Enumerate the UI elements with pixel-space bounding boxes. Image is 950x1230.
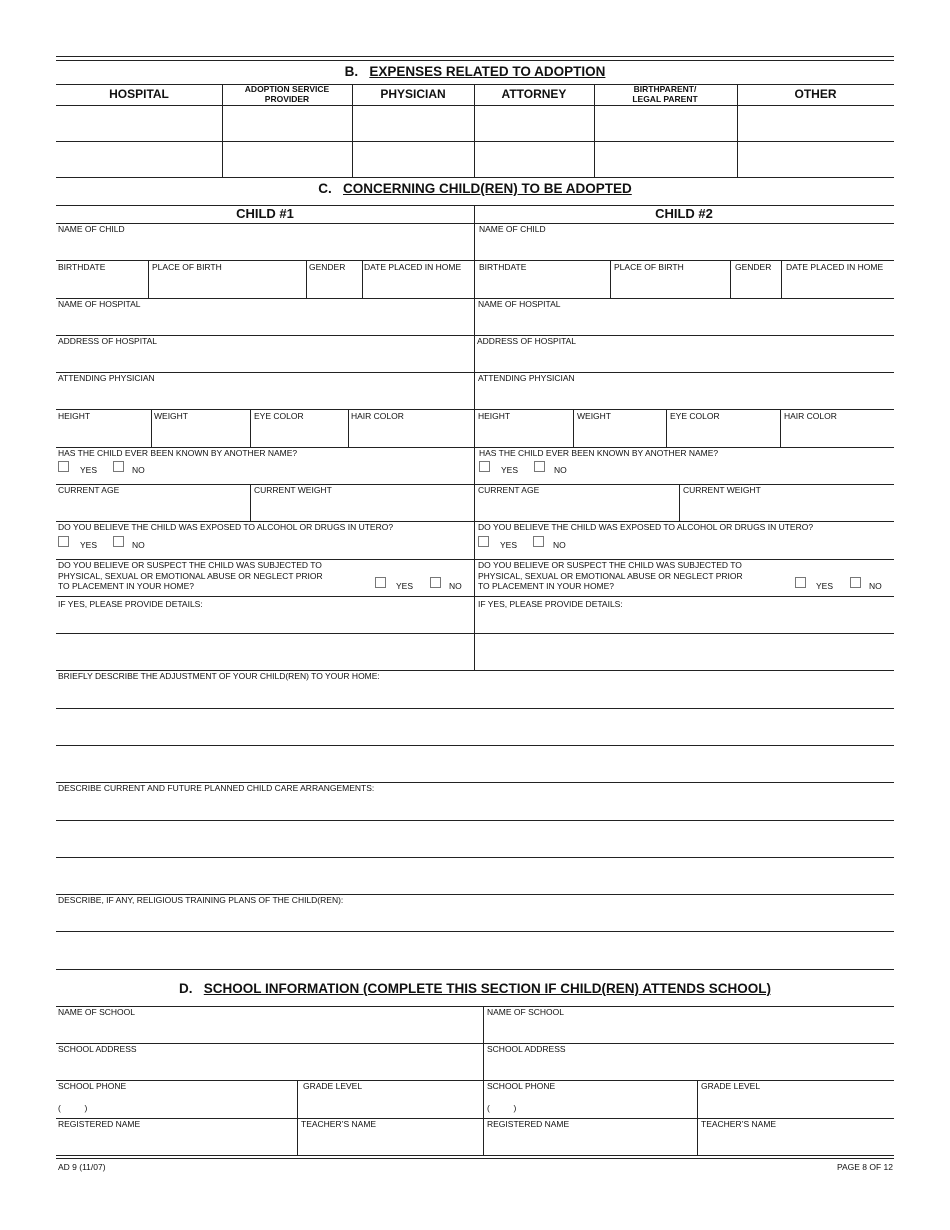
c2-exposed-no-label: NO xyxy=(553,540,566,550)
expense-asp-row1[interactable] xyxy=(223,106,352,141)
c1-abuse-line2: PHYSICAL, SEXUAL OR EMOTIONAL ABUSE OR NEGLECT PRIOR xyxy=(58,570,323,581)
c1-eye-color-label: EYE COLOR xyxy=(254,411,304,421)
c2-known-other-name-yes-checkbox[interactable] xyxy=(479,461,490,472)
expense-other-row2[interactable] xyxy=(738,142,894,177)
c2-exposed-no-checkbox[interactable] xyxy=(533,536,544,547)
expense-hospital-row1[interactable] xyxy=(56,106,222,141)
s2-name-of-school-label: NAME OF SCHOOL xyxy=(487,1007,564,1017)
expense-physician-row2[interactable] xyxy=(353,142,474,177)
c1-exposed-yes-label: YES xyxy=(80,540,98,550)
expense-hospital-row2[interactable] xyxy=(56,142,222,177)
c2-known-other-name-label: HAS THE CHILD EVER BEEN KNOWN BY ANOTHER NAME? xyxy=(479,448,719,458)
s1-school-phone-label: SCHOOL PHONE xyxy=(58,1081,127,1091)
adjustment-field[interactable] xyxy=(56,682,894,782)
c2-details-field[interactable] xyxy=(475,609,894,670)
c1-abuse-line1: DO YOU BELIEVE OR SUSPECT THE CHILD WAS SUBJECTED TO xyxy=(58,560,322,570)
c2-name-of-child-label: NAME OF CHILD xyxy=(479,224,546,234)
c1-exposed-no-checkbox[interactable] xyxy=(113,536,124,547)
c1-known-other-name-no-checkbox[interactable] xyxy=(113,461,124,472)
c2-abuse-no-label: NO xyxy=(869,581,882,591)
c2-birthdate-label: BIRTHDATE xyxy=(479,262,527,272)
c1-weight-label: WEIGHT xyxy=(154,411,188,421)
child-care-field[interactable] xyxy=(56,794,894,894)
section-d-letter: D. xyxy=(179,981,193,996)
c1-known-other-name-yes-checkbox[interactable] xyxy=(58,461,69,472)
c2-abuse-line2: PHYSICAL, SEXUAL OR EMOTIONAL ABUSE OR NEGLECT PRIOR xyxy=(478,570,743,581)
s1-school-address-field[interactable] xyxy=(56,1054,483,1080)
s2-school-address-label: SCHOOL ADDRESS xyxy=(487,1044,566,1054)
expense-attorney-row2[interactable] xyxy=(475,142,594,177)
expense-col-adoption-service-provider: ADOPTION SERVICE PROVIDER xyxy=(244,84,330,104)
expense-col-physician: PHYSICIAN xyxy=(380,87,446,101)
section-b-title: EXPENSES RELATED TO ADOPTION xyxy=(369,64,606,79)
expense-birthparent-row2[interactable] xyxy=(595,142,737,177)
religious-field[interactable] xyxy=(56,906,894,969)
s1-school-address-label: SCHOOL ADDRESS xyxy=(58,1044,137,1054)
s2-school-address-field[interactable] xyxy=(484,1054,894,1080)
section-d-title: SCHOOL INFORMATION (COMPLETE THIS SECTION IF CHILD(REN) ATTENDS SCHOOL) xyxy=(203,981,771,996)
c1-if-yes-details-label: IF YES, PLEASE PROVIDE DETAILS: xyxy=(58,599,203,609)
expense-col-hospital: HOSPITAL xyxy=(109,87,169,101)
child2-heading: CHILD #2 xyxy=(655,206,713,221)
c1-exposed-yes-checkbox[interactable] xyxy=(58,536,69,547)
c2-attending-physician-label: ATTENDING PHYSICIAN xyxy=(478,373,575,383)
c1-abuse-no-checkbox[interactable] xyxy=(430,577,441,588)
c2-place-of-birth-label: PLACE OF BIRTH xyxy=(614,262,684,272)
c1-address-of-hospital-label: ADDRESS OF HOSPITAL xyxy=(58,336,158,346)
expense-col-attorney: ATTORNEY xyxy=(501,87,567,101)
c1-attending-physician-label: ATTENDING PHYSICIAN xyxy=(58,373,155,383)
section-b-heading xyxy=(0,64,950,79)
c1-known-other-name-yes-label: YES xyxy=(80,465,98,475)
s2-name-of-school-field[interactable] xyxy=(484,1017,894,1043)
expense-attorney-row1[interactable] xyxy=(475,106,594,141)
c1-current-weight-label: CURRENT WEIGHT xyxy=(254,485,332,495)
c1-place-of-birth-label: PLACE OF BIRTH xyxy=(152,262,222,272)
c1-name-of-child-label: NAME OF CHILD xyxy=(58,224,125,234)
c2-known-other-name-no-checkbox[interactable] xyxy=(534,461,545,472)
c2-eye-color-label: EYE COLOR xyxy=(670,411,720,421)
c2-height-label: HEIGHT xyxy=(478,411,511,421)
s1-registered-name-label: REGISTERED NAME xyxy=(58,1119,141,1129)
c1-exposed-no-label: NO xyxy=(132,540,145,550)
section-c-letter: C. xyxy=(318,181,332,196)
c2-date-placed-label: DATE PLACED IN HOME xyxy=(786,262,884,272)
c1-details-field[interactable] xyxy=(56,609,474,670)
s1-phone-paren: ( ) xyxy=(58,1103,88,1113)
c2-name-of-child-field[interactable] xyxy=(475,234,894,260)
s1-name-of-school-field[interactable] xyxy=(56,1017,483,1043)
c1-abuse-no-label: NO xyxy=(449,581,462,591)
section-b-letter: B. xyxy=(344,64,359,79)
c2-abuse-line1: DO YOU BELIEVE OR SUSPECT THE CHILD WAS SUBJECTED TO xyxy=(478,560,742,570)
s1-school-phone-field[interactable] xyxy=(56,1091,297,1118)
c1-height-label: HEIGHT xyxy=(58,411,91,421)
s1-grade-level-label: GRADE LEVEL xyxy=(303,1081,363,1091)
child1-heading: CHILD #1 xyxy=(236,206,294,221)
s2-school-phone-label: SCHOOL PHONE xyxy=(487,1081,556,1091)
c2-abuse-yes-label: YES xyxy=(816,581,834,591)
c2-address-of-hospital-label: ADDRESS OF HOSPITAL xyxy=(477,336,577,346)
c1-name-of-child-field[interactable] xyxy=(56,234,474,260)
c2-current-weight-label: CURRENT WEIGHT xyxy=(683,485,761,495)
c1-name-of-hospital-label: NAME OF HOSPITAL xyxy=(58,299,141,309)
child-care-label: DESCRIBE CURRENT AND FUTURE PLANNED CHILD CARE ARRANGEMENTS: xyxy=(58,783,375,793)
s2-school-phone-field[interactable] xyxy=(484,1091,697,1118)
section-d-heading xyxy=(0,981,950,996)
section-c-title: CONCERNING CHILD(REN) TO BE ADOPTED xyxy=(343,181,632,196)
c1-abuse-line3: TO PLACEMENT IN YOUR HOME? xyxy=(58,581,195,591)
c2-hair-color-label: HAIR COLOR xyxy=(784,411,837,421)
c1-abuse-yes-label: YES xyxy=(396,581,414,591)
c2-abuse-no-checkbox[interactable] xyxy=(850,577,861,588)
c2-if-yes-details-label: IF YES, PLEASE PROVIDE DETAILS: xyxy=(478,599,623,609)
c1-known-other-name-no-label: NO xyxy=(132,465,145,475)
form-id: AD 9 (11/07) xyxy=(58,1162,106,1172)
c1-gender-label: GENDER xyxy=(309,262,346,272)
expense-asp-row2[interactable] xyxy=(223,142,352,177)
expense-birthparent-row1[interactable] xyxy=(595,106,737,141)
s1-teachers-name-label: TEACHER’S NAME xyxy=(301,1119,377,1129)
s2-teachers-name-label: TEACHER’S NAME xyxy=(701,1119,777,1129)
c2-abuse-line3: TO PLACEMENT IN YOUR HOME? xyxy=(478,581,615,591)
s2-registered-name-label: REGISTERED NAME xyxy=(487,1119,570,1129)
expense-other-row1[interactable] xyxy=(738,106,894,141)
c2-abuse-yes-checkbox[interactable] xyxy=(795,577,806,588)
c2-known-other-name-no-label: NO xyxy=(554,465,567,475)
expense-col-other: OTHER xyxy=(794,87,837,101)
c2-name-of-hospital-label: NAME OF HOSPITAL xyxy=(478,299,561,309)
c1-date-placed-label: DATE PLACED IN HOME xyxy=(364,262,462,272)
c2-gender-label: GENDER xyxy=(735,262,772,272)
expense-col-birthparent: BIRTHPARENT/ LEGAL PARENT xyxy=(632,84,698,104)
c1-abuse-yes-checkbox[interactable] xyxy=(375,577,386,588)
religious-label: DESCRIBE, IF ANY, RELIGIOUS TRAINING PLANS OF THE CHILD(REN): xyxy=(58,895,344,905)
c1-exposed-label: DO YOU BELIEVE THE CHILD WAS EXPOSED TO ALCOHOL OR DRUGS IN UTERO? xyxy=(58,522,394,532)
s2-phone-paren: ( ) xyxy=(487,1103,517,1113)
c2-exposed-label: DO YOU BELIEVE THE CHILD WAS EXPOSED TO ALCOHOL OR DRUGS IN UTERO? xyxy=(478,522,814,532)
adjustment-label: BRIEFLY DESCRIBE THE ADJUSTMENT OF YOUR CHILD(REN) TO YOUR HOME: xyxy=(58,671,380,681)
s2-grade-level-label: GRADE LEVEL xyxy=(701,1081,761,1091)
section-c-heading xyxy=(0,181,950,196)
c1-birthdate-label: BIRTHDATE xyxy=(58,262,106,272)
c1-hair-color-label: HAIR COLOR xyxy=(351,411,404,421)
c1-known-other-name-label: HAS THE CHILD EVER BEEN KNOWN BY ANOTHER NAME? xyxy=(58,448,298,458)
expense-physician-row1[interactable] xyxy=(353,106,474,141)
c2-known-other-name-yes-label: YES xyxy=(501,465,519,475)
c2-exposed-yes-label: YES xyxy=(500,540,518,550)
page-number: PAGE 8 OF 12 xyxy=(836,1162,893,1172)
c2-current-age-label: CURRENT AGE xyxy=(478,485,540,495)
c2-exposed-yes-checkbox[interactable] xyxy=(478,536,489,547)
s1-name-of-school-label: NAME OF SCHOOL xyxy=(58,1007,135,1017)
c1-current-age-label: CURRENT AGE xyxy=(58,485,120,495)
c2-weight-label: WEIGHT xyxy=(577,411,611,421)
